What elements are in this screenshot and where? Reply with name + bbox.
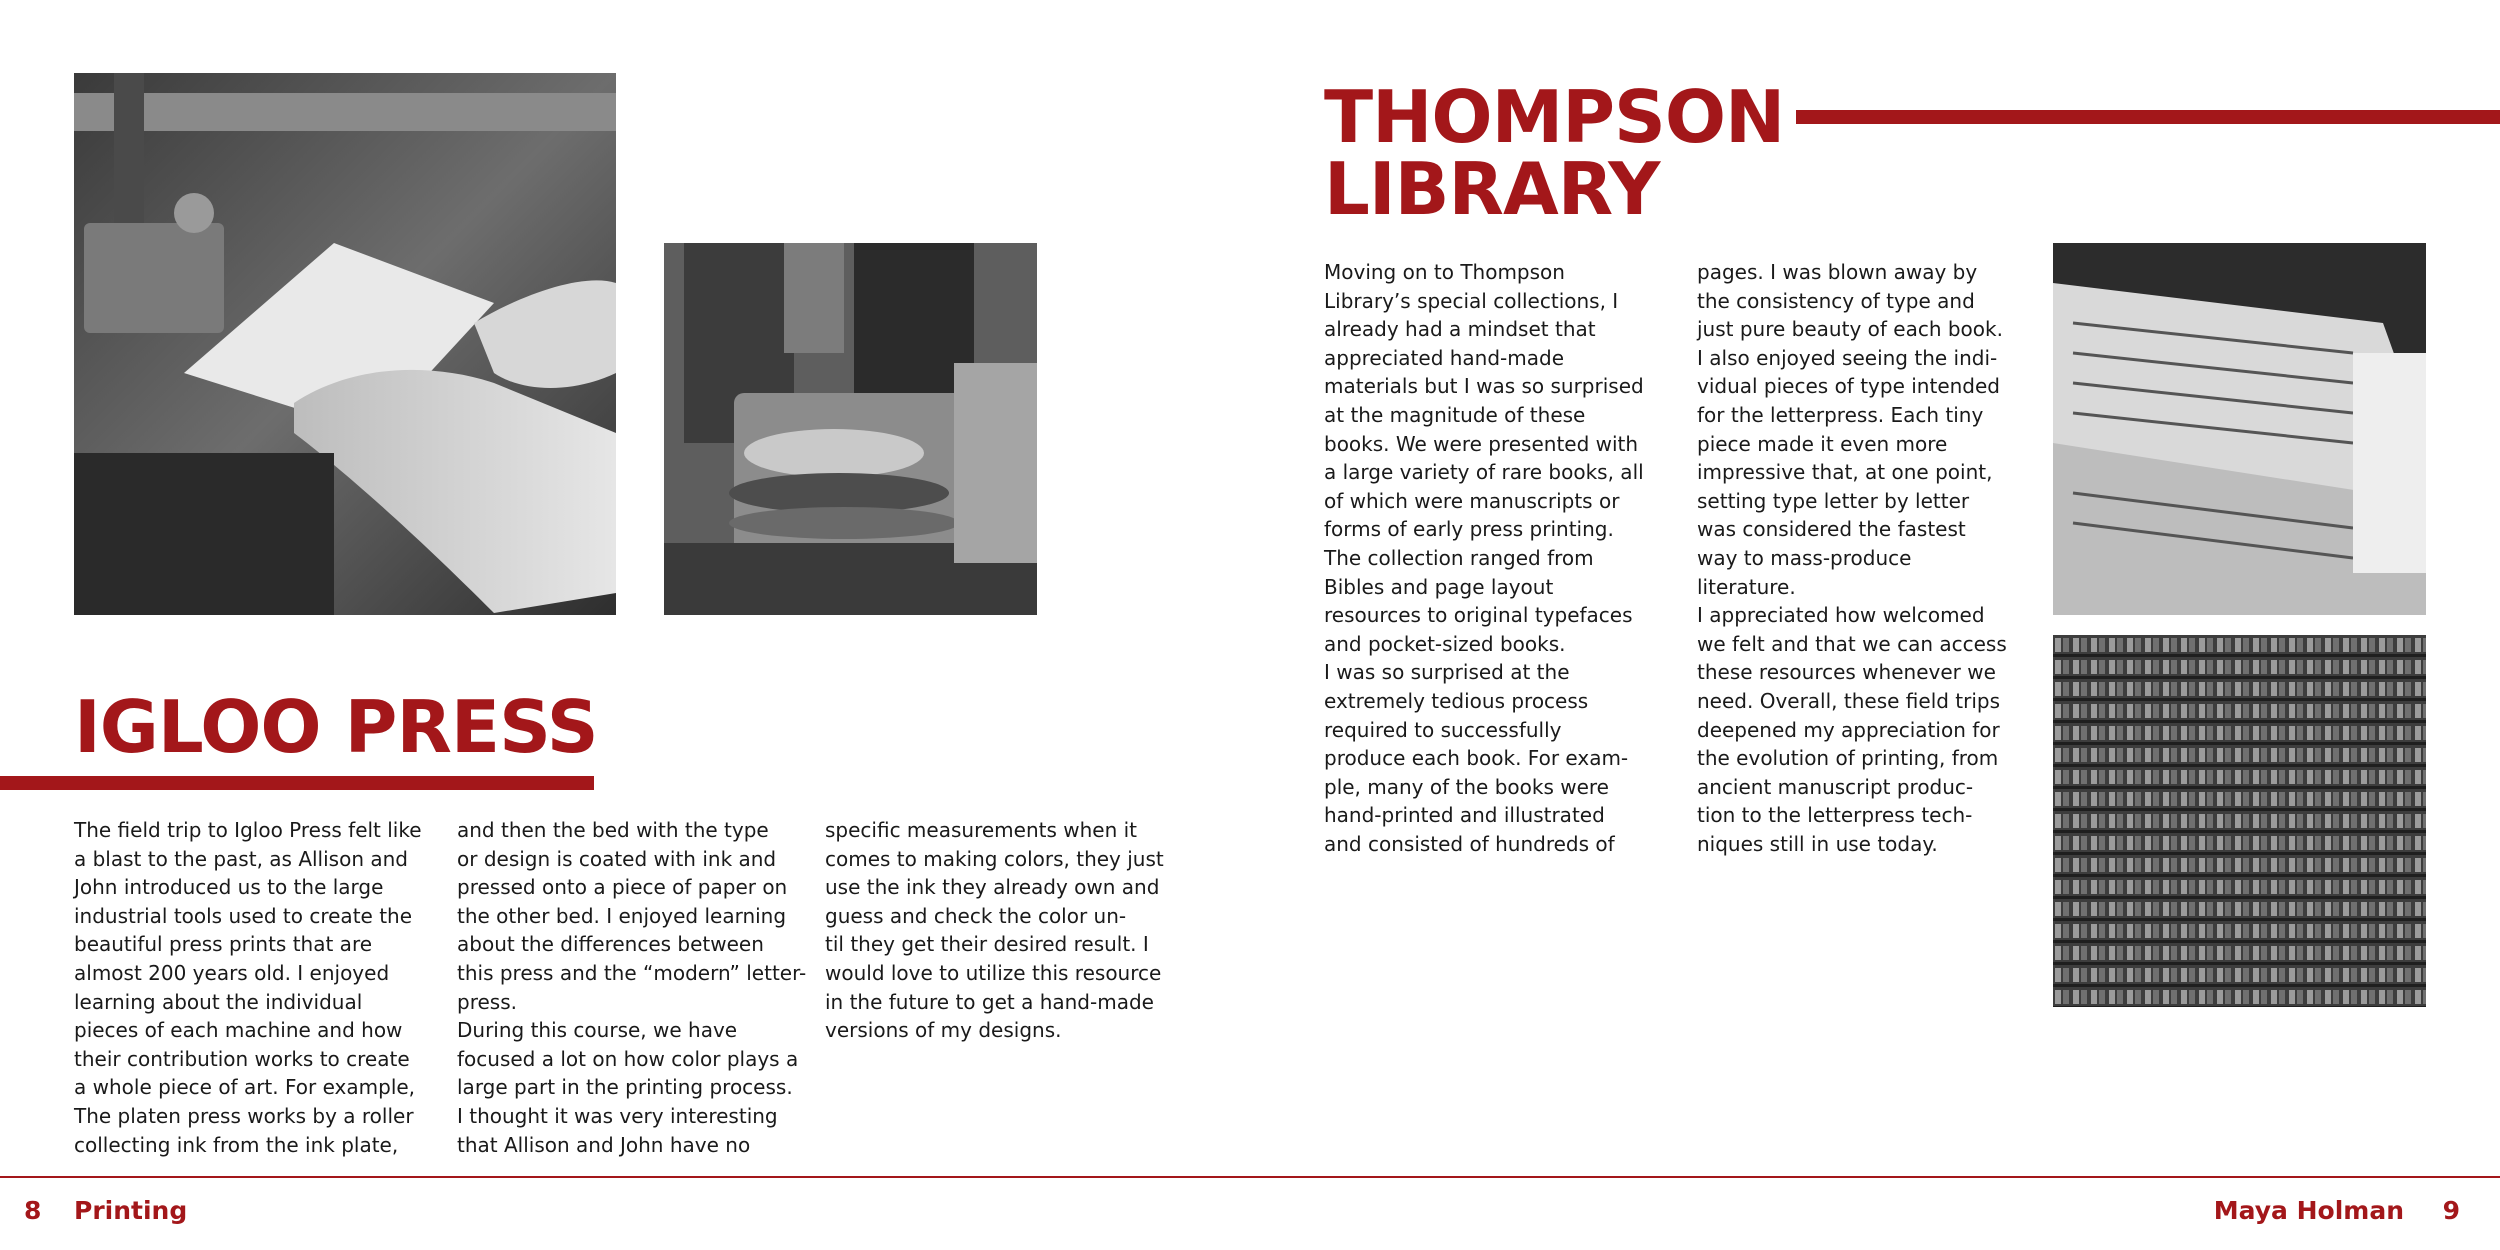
- thompson-library-title-line2: LIBRARY: [1324, 147, 1660, 231]
- igloo-press-title: IGLOO PRESS: [74, 685, 598, 769]
- photo-type-drawer: [2053, 635, 2426, 1007]
- photo-open-book: [2053, 243, 2426, 615]
- photo-icon: [2053, 243, 2426, 615]
- photo-icon: [664, 243, 1037, 615]
- igloo-press-text-column-2: and then the bed with the type or design is coated with ink and pressed onto a piece of paper on the other bed. I enjoyed learning about the differences between this press and the “modern” letter- press. During this course, we have focused a lot on how color plays a large part in the printing process. I thought it was very interesting that Allison and John have no: [457, 818, 807, 1157]
- thompson-library-text-column-1: Moving on to Thompson Library’s special collections, I already had a mindset that appreciated hand-made materials but I was so surprised at the magnitude of these books. We were presented with a large variety of rare books, all of which were manuscripts or forms of early press printing. The collection ranged from Bibles and page layout resources to original typefaces and pocket-sized books. I was so surprised at the extremely tedious process required to successfully produce each book. For exam- ple, many of the books were hand-printed and illustrated and consisted of hundreds of: [1324, 260, 1644, 856]
- igloo-press-title-rule: [0, 776, 594, 790]
- thompson-library-text-column-2: pages. I was blown away by the consistency of type and just pure beauty of each book. I also enjoyed seeing the indi- vidual pieces of type intended for the letterpress. Each tiny piece made it even more impressive that, at one point, setting type letter by letter was considered the fastest way to mass-produce literature. I appreciated how welcomed we felt and that we can access these resources whenever we need. Overall, these field trips deepened my appreciation for the evolution of printing, from ancient manuscript produc- tion to the letterpress tech- niques still in use today.: [1697, 260, 2007, 856]
- footer-page-number-left: 8: [24, 1196, 42, 1225]
- photo-icon: [74, 73, 616, 615]
- photo-icon: [2053, 635, 2426, 1007]
- photo-press-machine: [664, 243, 1037, 615]
- footer-page-number-right: 9: [2442, 1196, 2460, 1225]
- thompson-library-title-rule: [1796, 110, 2500, 124]
- photo-hands-platen-press: [74, 73, 616, 615]
- igloo-press-text-column-3: specific measurements when it comes to making colors, they just use the ink they already own and guess and check the color un- til they get their desired result. I would love to utilize this resource in the future to get a hand-made versions of my designs.: [825, 818, 1164, 1043]
- footer-section-title: Printing: [74, 1196, 188, 1225]
- thompson-library-title-line1: THOMPSON: [1324, 75, 1785, 159]
- footer-author: Maya Holman: [2213, 1196, 2404, 1225]
- footer-divider: [0, 1176, 2500, 1178]
- igloo-press-text-column-1: The field trip to Igloo Press felt like a blast to the past, as Allison and John introduced us to the large industrial tools used to create the beautiful press prints that are almost 200 years old. I enjoyed learning about the individual pieces of each machine and how their contribution works to create a whole piece of art. For example, The platen press works by a roller collecting ink from the ink plate,: [74, 818, 422, 1157]
